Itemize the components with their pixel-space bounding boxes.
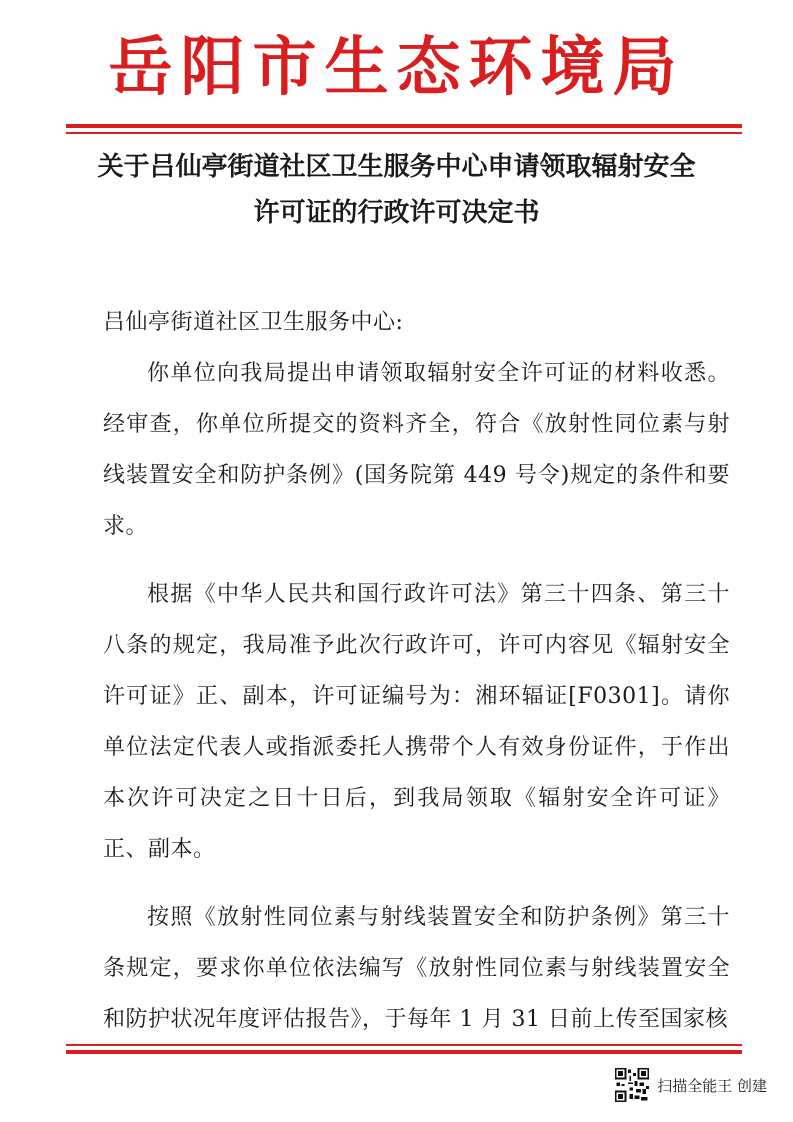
document-title-line-1: 关于吕仙亭街道社区卫生服务中心申请领取辐射安全 <box>97 152 696 182</box>
paragraph-2: 根据《中华人民共和国行政许可法》第三十四条、第三十八条的规定，我局准予此次行政许可，许可内容见《辐射安全许可证》正、副本，许可证编号为：湘环辐证[F0301]。请你单位法定代表人或指派委托人携带个人有效身份证件，于作出本次许可决定之日十日后，到我局领取《辐射安全许可证》正、副本。 <box>103 582 730 862</box>
document-body <box>103 297 730 1045</box>
paragraph-1: 你单位向我局提出申请领取辐射安全许可证的材料收悉。经审查，你单位所提交的资料齐全，符合《放射性同位素与射线装置安全和防护条例》(国务院第 449 号令)规定的条件和要求。 <box>103 361 730 539</box>
scanner-watermark <box>615 1066 767 1104</box>
salutation: 吕仙亭街道社区卫生服务中心: <box>103 310 404 335</box>
document-title-line-2: 许可证的行政许可决定书 <box>253 198 540 228</box>
watermark-text: 扫描全能王 创建 <box>657 1076 767 1095</box>
letterhead-org-name: 岳阳市生态环境局 <box>108 30 685 105</box>
footer-rule-thick <box>66 1050 742 1054</box>
qr-code-icon <box>615 1068 649 1102</box>
letterhead-rule-thin <box>66 132 742 134</box>
letterhead-rule-thick <box>66 124 742 128</box>
paragraph-3: 按照《放射性同位素与射线装置安全和防护条例》第三十条规定，要求你单位依法编写《放射性同位素与射线装置安全和防护状况年度评估报告》，于每年 1 月 31 日前上传至国家核 <box>103 905 730 1032</box>
footer-rule-thin <box>66 1044 742 1046</box>
